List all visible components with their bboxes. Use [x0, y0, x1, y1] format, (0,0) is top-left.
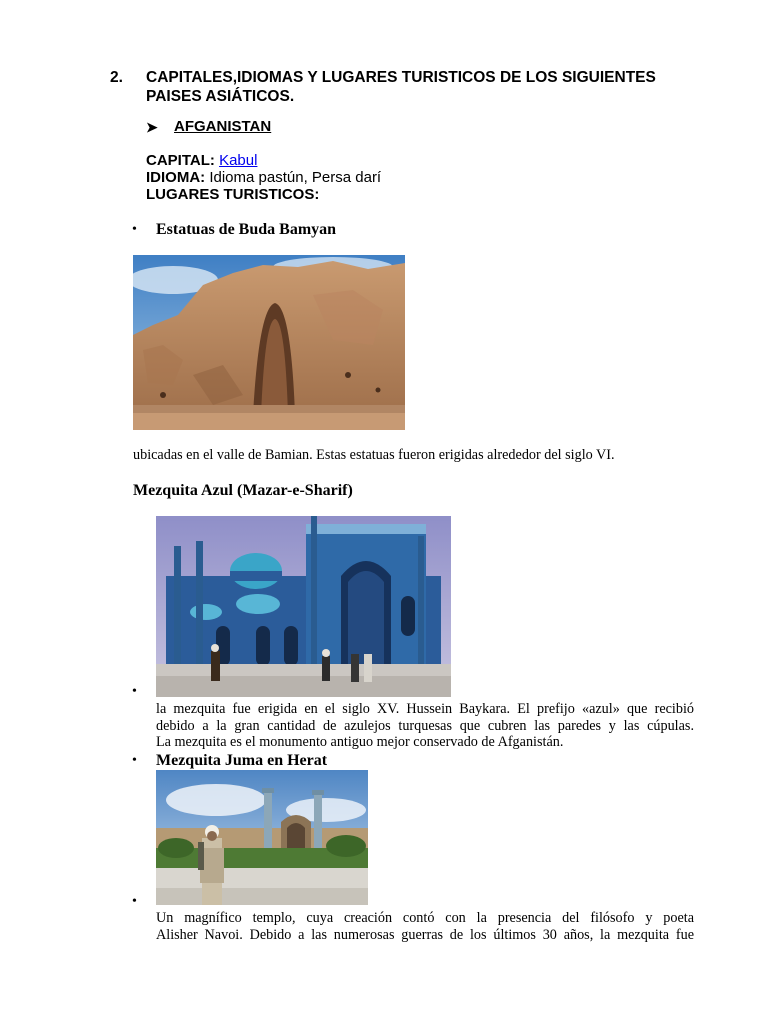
bullet-icon: • [132, 684, 137, 699]
bullet-icon: • [132, 753, 137, 768]
language-row [146, 169, 381, 186]
bamyan-description: ubicadas en el valle de Bamian. Estas estatuas fueron erigidas alrededor del siglo VI. [133, 447, 615, 463]
blue-mosque-line-2: debido a la gran cantidad de azulejos turquesas que cubren las paredes y las cúpulas. [156, 717, 694, 734]
arrow-bullet-icon: ➤ [146, 119, 158, 135]
section-title-line-2: PAISES ASIÁTICOS. [146, 88, 295, 105]
herat-mosque-description [156, 910, 694, 943]
country-info [146, 152, 381, 203]
herat-mosque-line-2: Alisher Navoi. Debido a las numerosas guerras de los últimos 30 años, la mezquita fue [156, 926, 694, 943]
section-number: 2. [110, 69, 123, 86]
place-title-blue-mosque: Mezquita Azul (Mazar-e-Sharif) [133, 482, 353, 499]
bullet-icon: • [132, 222, 137, 237]
language-value: Idioma pastún, Persa darí [209, 169, 382, 186]
language-label: IDIOMA: [146, 169, 206, 186]
capital-link[interactable]: Kabul [219, 152, 258, 169]
section-title [146, 68, 656, 106]
blue-mosque-photo [156, 516, 451, 697]
capital-row [146, 152, 381, 169]
blue-mosque-description [156, 701, 694, 751]
bamyan-buddha-photo [133, 255, 405, 430]
bullet-icon: • [132, 894, 137, 909]
section-title-line-1: CAPITALES,IDIOMAS Y LUGARES TURISTICOS DE LOS SIGUIENTES [146, 69, 656, 86]
place-title-bamyan: Estatuas de Buda Bamyan [156, 221, 337, 238]
herat-mosque-photo [156, 770, 368, 905]
blue-mosque-line-1: la mezquita fue erigida en el siglo XV. Hussein Baykara. El prefijo «azul» que recibió [156, 701, 694, 717]
blue-mosque-line-3: La mezquita es el monumento antiguo mejor conservado de Afganistán. [156, 734, 564, 750]
capital-label: CAPITAL: [146, 152, 215, 169]
herat-mosque-line-1: Un magnífico templo, cuya creación contó con la presencia del filósofo y poeta [156, 910, 694, 926]
places-label: LUGARES TURISTICOS: [146, 186, 320, 203]
place-title-herat-mosque: Mezquita Juma en Herat [156, 752, 328, 769]
country-name: AFGANISTAN [174, 118, 272, 135]
